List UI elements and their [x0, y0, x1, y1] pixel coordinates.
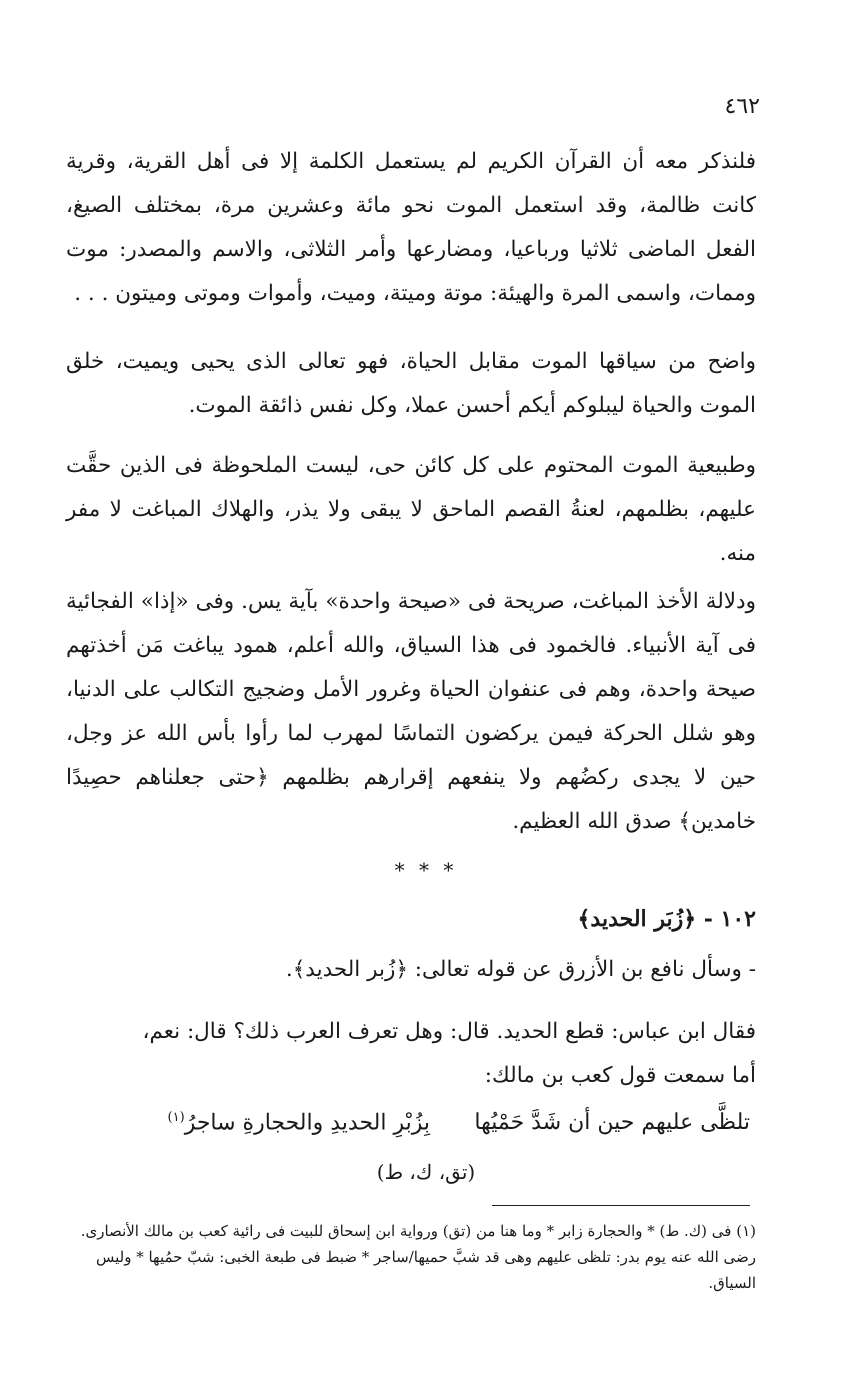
answer-paragraph [66, 1010, 756, 1098]
paragraph-1: فلنذكر معه أن القرآن الكريم لم يستعمل الكلمة إلا فى أهل القرية، وقرية كانت ظالمة، وقد استعمل الموت نحو مائة وعشرين مرة، بمختلف الصيغ، الفعل الماضى ثلاثيا ورباعيا، ومضارعها وأمر الثلاثى، والاسم والمصدر: موت وممات، واسمى المرة والهيئة: موتة وميتة، وميت، وأموات وموتى وميتون . . . [66, 149, 756, 306]
answer-line-1: فقال ابن عباس: قطع الحديد. قال: وهل تعرف العرب ذلك؟ قال: نعم، [142, 1019, 756, 1044]
verse-hemistich-2 [168, 1110, 430, 1135]
footnote-mark: (١) [167, 1110, 185, 1125]
question-line: - وسأل نافع بن الأزرق عن قوله تعالى: ﴿زُبر الحديد﴾. [285, 957, 756, 982]
paragraph-4: ودلالة الأخذ المباغت، صريحة فى «صيحة واحدة» بآية يس. وفى «إذا» الفجائية فى آية الأنبياء. فالخمود فى هذا السياق، والله أعلم، همود يباغت مَن أخذتهم صيحة واحدة، وهم فى عنفوان الحياة وغرور الأمل وضجيج التكالب على الدنيا، وهو شلل الحركة فيمن يركضون التماسًا لمهرب لما رأوا بأس الله عز وجل، حين لا يجدى ركضُهم ولا ينفعهم إقرارهم بظلمهم ﴿حتى جعلناهم حصِيدًا خامدين﴾ صدق الله العظيم. [66, 589, 756, 834]
footnote-divider [492, 1205, 750, 1206]
footnote: (١) فى (ك. ط) * والحجارة زابر * وما هنا من (تق) ورواية ابن إسحاق للبيت فى رائية كعب بن مالك الأنصارى. رضى الله عنه يوم بدر: تلظى عليهم وهى قد شبَّ حميها/ساجر * ضبط فى طبعة الخبى: شبّ حمُيها * وليس السياق. [80, 1222, 756, 1292]
section-heading: ١٠٢ - ﴿زُبَر الحديد﴾ [577, 906, 756, 932]
paragraph-3: وطبيعية الموت المحتوم على كل كائن حى، ليست الملحوظة فى الذين حقَّت عليهم، بظلمهم، لعنةُ القصم الماحق لا يبقى ولا يذر، والهلاك المباغت لا مفر منه. [66, 453, 756, 566]
verse-hemistich-1: تلظَّى عليهم حين أن شَدَّ حَمْيُها [474, 1110, 750, 1135]
verse-source: (تق، ك، ط) [376, 1160, 476, 1184]
answer-line-2: أما سمعت قول كعب بن مالك: [484, 1063, 756, 1088]
verse-hemistich-2-text: بِزُبْرِ الحديدِ والحجارةِ ساجرُ [184, 1110, 430, 1136]
section-separator: * * * [394, 858, 458, 882]
paragraph-2: واضح من سياقها الموت مقابل الحياة، فهو تعالى الذى يحيى ويميت، خلق الموت والحياة ليبلوكم أيكم أحسن عملا، وكل نفس ذائقة الموت. [66, 349, 756, 418]
page-number: ٤٦٢ [724, 94, 760, 119]
